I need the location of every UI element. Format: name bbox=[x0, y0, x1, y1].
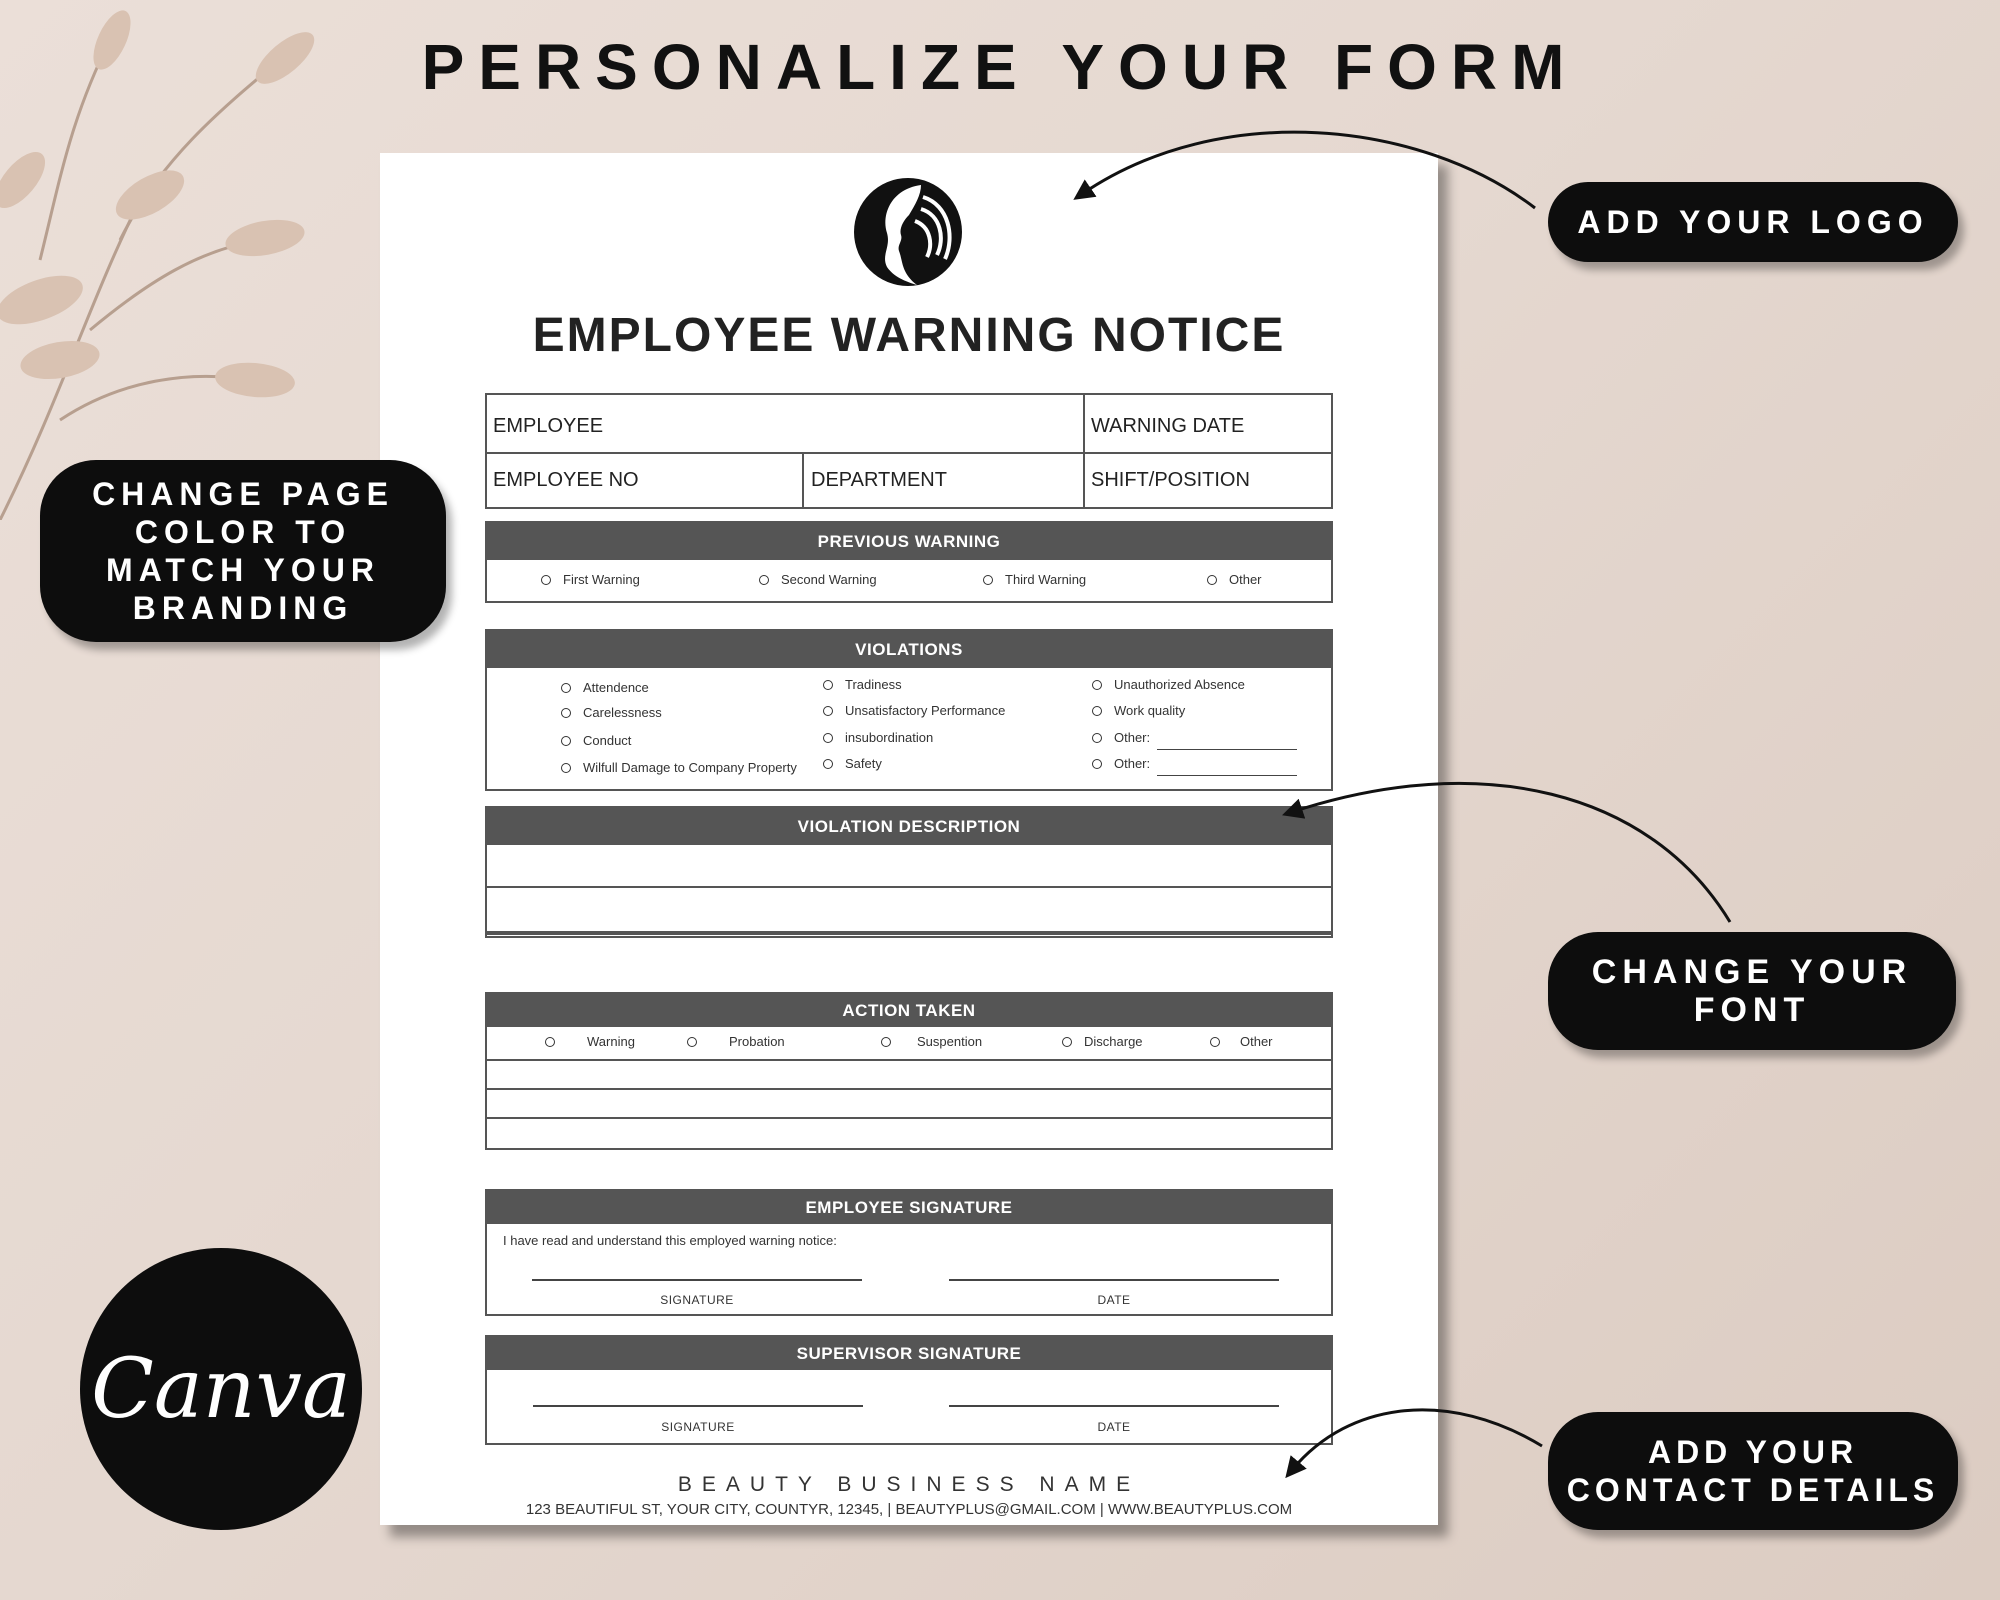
business-name: BEAUTY BUSINESS NAME bbox=[677, 1473, 1141, 1496]
employee-date-line[interactable] bbox=[949, 1279, 1279, 1281]
radio-circle-icon bbox=[823, 680, 833, 690]
action-option-suspention[interactable]: Suspention bbox=[881, 1034, 982, 1049]
radio-circle-icon bbox=[1092, 759, 1102, 769]
radio-circle-icon bbox=[881, 1037, 891, 1047]
option-second-warning[interactable]: Second Warning bbox=[759, 572, 877, 587]
violation-description-lines[interactable] bbox=[487, 847, 1331, 937]
radio-circle-icon bbox=[1062, 1037, 1072, 1047]
employee-signature-line[interactable] bbox=[532, 1279, 862, 1281]
radio-circle-icon bbox=[983, 575, 993, 585]
violations-header: VIOLATIONS bbox=[487, 631, 1331, 668]
change-font-callout: CHANGE YOUR FONT bbox=[1548, 932, 1956, 1050]
radio-circle-icon bbox=[561, 736, 571, 746]
date-label: DATE bbox=[1097, 1420, 1131, 1434]
department-field[interactable]: DEPARTMENT bbox=[811, 469, 947, 491]
violation-option[interactable]: Safety bbox=[823, 756, 882, 771]
previous-warning-header: PREVIOUS WARNING bbox=[487, 523, 1331, 560]
violation-option[interactable]: insubordination bbox=[823, 730, 933, 745]
radio-circle-icon bbox=[1210, 1037, 1220, 1047]
supervisor-signature-header: SUPERVISOR SIGNATURE bbox=[487, 1337, 1331, 1370]
violation-description-header: VIOLATION DESCRIPTION bbox=[487, 808, 1331, 845]
option-first-warning[interactable]: First Warning bbox=[541, 572, 640, 587]
form-title: EMPLOYEE WARNING NOTICE bbox=[532, 309, 1286, 362]
radio-circle-icon bbox=[759, 575, 769, 585]
other-fill-line[interactable] bbox=[1157, 775, 1297, 776]
radio-circle-icon bbox=[1092, 733, 1102, 743]
business-contact-details: 123 BEAUTIFUL ST, YOUR CITY, COUNTYR, 12345, | BEAUTYPLUS@GMAIL.COM | WWW.BEAUTYPLUS.COM bbox=[525, 1501, 1293, 1518]
radio-circle-icon bbox=[561, 683, 571, 693]
violation-option[interactable]: Wilfull Damage to Company Property bbox=[561, 760, 797, 775]
action-taken-header: ACTION TAKEN bbox=[487, 994, 1331, 1027]
employee-no-field[interactable]: EMPLOYEE NO bbox=[493, 469, 639, 491]
supervisor-date-line[interactable] bbox=[949, 1405, 1279, 1407]
violation-option[interactable]: Carelessness bbox=[561, 705, 662, 720]
form-paper bbox=[380, 153, 1438, 1525]
description-bottom-rule bbox=[485, 931, 1333, 933]
add-contact-details-callout: ADD YOUR CONTACT DETAILS bbox=[1548, 1412, 1958, 1530]
radio-circle-icon bbox=[541, 575, 551, 585]
radio-circle-icon bbox=[823, 706, 833, 716]
radio-circle-icon bbox=[1092, 680, 1102, 690]
signature-label: SIGNATURE bbox=[661, 1420, 735, 1434]
action-option-warning[interactable]: Warning bbox=[545, 1034, 635, 1049]
violation-option[interactable]: Tradiness bbox=[823, 677, 902, 692]
option-other-warning[interactable]: Other bbox=[1207, 572, 1262, 587]
violation-option[interactable]: Work quality bbox=[1092, 703, 1185, 718]
add-logo-callout: ADD YOUR LOGO bbox=[1548, 182, 1958, 262]
action-taken-section bbox=[485, 992, 1333, 1150]
violation-option[interactable]: Unauthorized Absence bbox=[1092, 677, 1245, 692]
violation-option[interactable]: Other: bbox=[1092, 756, 1150, 771]
violation-option[interactable]: Attendence bbox=[561, 680, 649, 695]
employee-signature-header: EMPLOYEE SIGNATURE bbox=[487, 1191, 1331, 1224]
employee-field[interactable]: EMPLOYEE bbox=[493, 415, 604, 437]
action-option-other[interactable]: Other bbox=[1210, 1034, 1273, 1049]
radio-circle-icon bbox=[687, 1037, 697, 1047]
radio-circle-icon bbox=[1092, 706, 1102, 716]
violation-option[interactable]: Conduct bbox=[561, 733, 631, 748]
canva-logo-text: Canva bbox=[91, 1341, 351, 1437]
employee-signature-section bbox=[485, 1189, 1333, 1316]
acknowledgement-statement: I have read and understand this employed warning notice: bbox=[503, 1233, 837, 1248]
warning-date-field[interactable]: WARNING DATE bbox=[1091, 415, 1245, 437]
violation-description-section bbox=[485, 806, 1333, 938]
woman-profile-logo-icon bbox=[851, 175, 965, 289]
employee-info-table bbox=[485, 393, 1333, 509]
radio-circle-icon bbox=[1207, 575, 1217, 585]
option-third-warning[interactable]: Third Warning bbox=[983, 572, 1086, 587]
radio-circle-icon bbox=[823, 759, 833, 769]
date-label: DATE bbox=[1097, 1293, 1131, 1307]
action-option-discharge[interactable]: Discharge bbox=[1062, 1034, 1143, 1049]
supervisor-signature-line[interactable] bbox=[533, 1405, 863, 1407]
radio-circle-icon bbox=[545, 1037, 555, 1047]
violation-option[interactable]: Unsatisfactory Performance bbox=[823, 703, 1005, 718]
previous-warning-section bbox=[485, 521, 1333, 603]
supervisor-signature-section bbox=[485, 1335, 1333, 1445]
other-fill-line[interactable] bbox=[1157, 749, 1297, 750]
change-page-color-callout: CHANGE PAGE COLOR TO MATCH YOUR BRANDING bbox=[40, 460, 446, 642]
page-banner-title: PERSONALIZE YOUR FORM bbox=[421, 31, 1579, 103]
signature-label: SIGNATURE bbox=[660, 1293, 734, 1307]
violation-option[interactable]: Other: bbox=[1092, 730, 1150, 745]
radio-circle-icon bbox=[823, 733, 833, 743]
radio-circle-icon bbox=[561, 708, 571, 718]
radio-circle-icon bbox=[561, 763, 571, 773]
canva-badge bbox=[80, 1248, 362, 1530]
action-option-probation[interactable]: Probation bbox=[687, 1034, 785, 1049]
shift-position-field[interactable]: SHIFT/POSITION bbox=[1091, 469, 1250, 491]
violations-section bbox=[485, 629, 1333, 791]
